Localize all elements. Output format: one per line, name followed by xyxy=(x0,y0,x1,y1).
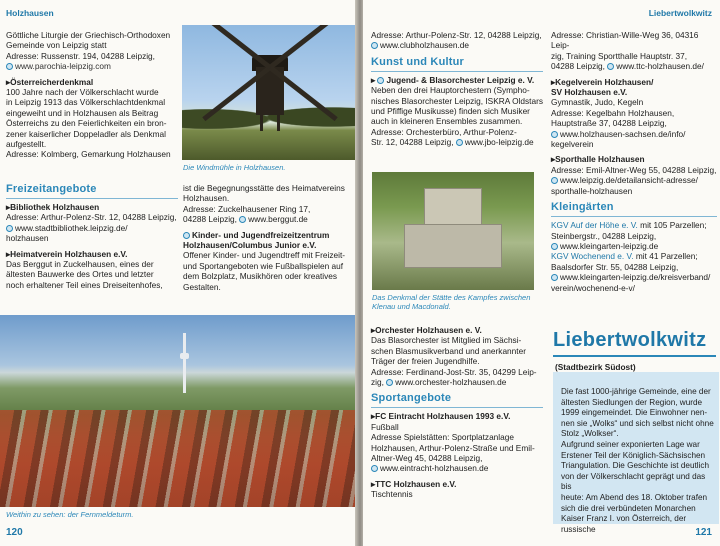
oesterreicher-address: Adresse: Kolmberg, Gemarkung Holzhausen xyxy=(6,149,171,160)
web-icon xyxy=(551,177,558,184)
kegel-title: ▸ Kegelverein Holzhausen/ xyxy=(551,77,717,87)
web-icon xyxy=(6,225,13,232)
web-icon xyxy=(551,274,558,281)
monument-caption: Das Denkmal der Stätte des Kampfes zwischen Klenau und Macdonald. xyxy=(372,293,531,311)
sporthalle-link[interactable]: www.leipzig.de/detailansicht-adresse/ xyxy=(560,175,698,186)
page-number-right: 121 xyxy=(695,527,712,538)
kunst-heading: Kunst und Kultur xyxy=(371,56,543,72)
jugend-icon xyxy=(183,232,190,239)
jugend-title: Kinder- und Jugendfreizeitzentrum xyxy=(192,229,330,240)
kleingarten-heading: Kleingärten xyxy=(551,201,717,217)
monument-photo xyxy=(372,172,534,290)
kgv-hoehe[interactable]: KGV Auf der Höhe e. V. xyxy=(551,220,638,231)
kleingarten-link[interactable]: www.kleingarten-leipzig.de xyxy=(560,240,659,251)
eintracht-link[interactable]: www.eintracht-holzhausen.de xyxy=(380,463,489,474)
clubholzhausen-link[interactable]: www.clubholzhausen.de xyxy=(380,40,470,51)
berggut-link[interactable]: www.berggut.de xyxy=(248,214,308,225)
bibliothek-link[interactable]: www.stadtbibliothek.leipzig.de/ xyxy=(15,222,128,233)
kegel-link[interactable]: www.holzhausen-sachsen.de/info/ xyxy=(560,128,686,139)
kgv-wochenend[interactable]: KGV Wochenend e. V. xyxy=(551,251,634,262)
liebertwolkwitz-title: Liebertwolkwitz xyxy=(553,329,707,351)
parochia-link[interactable]: www.parochia-leipzig.com xyxy=(15,61,111,72)
web-icon xyxy=(386,379,393,386)
liebertwolkwitz-info-box: Die fast 1000-jährige Gemeinde, eine der ältesten Siedlungen der Region, wurde 1999 eingemeindet. Die Einwohner nen- nen sie „Wolks“ und sich selbst nicht ohne Stolz „Wolkser“. Aufgrund seiner exponierten Lage war Erstener Teil der Königlich-Sächsischen Triangulation. Die Geschichte ist deutlich von der Völkerschlacht geprägt und das bis heute: Am Abend des 18. Oktober trafen sich die drei verbündeten Monarchen Kaiser Franz I. von Österreich, der russische xyxy=(553,372,719,524)
oesterreicher-title: ▸ Österreicherdenkmal xyxy=(6,77,178,87)
city-panorama-photo xyxy=(0,315,357,507)
orchester-title: ▸ Orchester Holzhausen e. V. xyxy=(371,325,543,335)
freizeit-heading: Freizeitangebote xyxy=(6,183,178,199)
sporthalle-title: ▸ Sporthalle Holzhausen xyxy=(551,154,717,164)
web-icon xyxy=(371,465,378,472)
bibliothek-title: ▸ Bibliothek Holzhausen xyxy=(6,202,178,212)
stadtbezirk-label: (Stadtbezirk Südost) xyxy=(555,362,636,372)
city-caption: Weithin zu sehen: der Fernmeldeturm. xyxy=(6,510,134,519)
right-col1-top: Adresse: Arthur-Polenz-Str. 12, 04288 Leipzig, www.clubholzhausen.de Kunst und Kultur ▸ Jugend- & Blasorchester Leipzig e. V. Neben den drei Hauptorchestern (Sympho- nisches Blasorchester Leipzig, ISKRA Oldstars und Pfiffige Musikusse) finden sich Musiker auch in kleineren Ensembles zusammen. Adresse: Orchesterbüro, Arthur-Polenz- Str. 12, 04288 Leipzig, www.jbo-leipzig.de xyxy=(371,30,544,148)
tv-tower xyxy=(183,333,186,393)
page-number-left: 120 xyxy=(6,527,23,538)
running-head-left: Holzhausen xyxy=(6,8,54,18)
heimatverein-title: ▸ Heimatverein Holzhausen e.V. xyxy=(6,249,178,259)
web-icon xyxy=(239,216,246,223)
web-icon xyxy=(371,42,378,49)
jbo-link[interactable]: www.jbo-leipzig.de xyxy=(464,137,534,148)
right-col1-bottom: ▸ Orchester Holzhausen e. V. Das Blasorchester ist Mitglied im Sächsi- schen Blasmusikverband und anerkannter Träger der freien Jugendhilfe. Adresse: Ferdinand-Jost-Str. 35, 04299 Leip- zig, www.orchester-holzhausen.de Sportangebote ▸ FC Eintracht Holzhausen 1993 e.V. Fußball Adresse Spielstätten: Sportplatzanlage Holzhausen, Arthur-Polenz-Straße und Emil- Altner-Weg 45, 04288 Leipzig, www.eintracht-holzhausen.de ▸ TTC Holzhausen e.V. Tischtennis xyxy=(371,325,543,500)
intro-block: Göttliche Liturgie der Griechisch-Orthodoxen Gemeinde von Leipzig statt Adresse: Russenstr. 194, 04288 Leipzig, www.parochia-leipzig.com ▸ Österreicherdenkmal 100 Jahre nach der Völkerschlacht wurde in Leipzig 1913 das Völkerschlachtdenkmal eingeweiht und in Holzhausen als Beitrag Österreichs zu den Feierlichkeiten ein bron- zener kaiserlicher Doppeladler als Denkmal aufgestellt. Adresse: Kolmberg, Gemarkung Holzhausen xyxy=(6,30,178,160)
orchester-link[interactable]: www.orchester-holzhausen.de xyxy=(395,377,507,388)
freizeit-col2: ist die Begegnungsstätte des Heimatvereins Holzhausen. Adresse: Zuckelhausener Ring 17, 04288 Leipzig, www.berggut.de Kinder- und Jugendfreizeitzentrum Holzhausen/Columbus Junior e.V. Offener Kinder- und Jugendtreff mit Freizeit- und Sportangeboten wie Fußballspielen auf dem Bolzplatz, Musikhören oder kreatives Gestalten. xyxy=(183,183,346,292)
windmill-caption: Die Windmühle in Holzhausen. xyxy=(183,163,286,172)
ttc-title: ▸ TTC Holzhausen e.V. xyxy=(371,479,543,489)
kleingarten-verein-link[interactable]: www.kleingarten-leipzig.de/kreisverband/ xyxy=(560,272,711,283)
blasorchester-icon xyxy=(377,77,384,84)
left-page xyxy=(0,0,357,546)
running-head-right: Liebertwolkwitz xyxy=(648,8,712,18)
blasorchester-title: Jugend- & Blasorchester Leipzig e. V. xyxy=(386,74,535,85)
fc-title: ▸ FC Eintracht Holzhausen 1993 e.V. xyxy=(371,411,543,421)
windmill-photo xyxy=(182,25,357,160)
web-icon xyxy=(607,63,614,70)
ttc-link[interactable]: www.ttc-holzhausen.de/ xyxy=(616,61,704,72)
web-icon xyxy=(551,131,558,138)
web-icon xyxy=(551,243,558,250)
freizeit-col1: Freizeitangebote ▸ Bibliothek Holzhausen Adresse: Arthur-Polenz-Str. 12, 04288 Leipzig, www.stadtbibliothek.leipzig.de/ holzhausen ▸ Heimatverein Holzhausen e.V. Das Berggut in Zuckelhausen, eines der ältesten Bauwerke des Ortes und letzter noch erhaltener Teil eines Dreiseitenhofes, xyxy=(6,183,178,290)
web-icon xyxy=(456,139,463,146)
right-col2: Adresse: Christian-Wille-Weg 36, 04316 Leip- zig, Training Sportthalle Hauptstr. 37, 04288 Leipzig, www.ttc-holzhausen.de/ ▸ Kegelverein Holzhausen/ SV Holzhausen e.V. Gymnastik, Judo, Kegeln Adresse: Kegelbahn Holzhausen, Hauptstraße 37, 04288 Leipzig, www.holzhausen-sachsen.de/info/ kegelverein ▸ Sporthalle Holzhausen Adresse: Emil-Altner-Weg 55, 04288 Leipzig, www.leipzig.de/detailansicht-adresse/ sporthalle-holzhausen Kleingärten KGV Auf der Höhe e. V. mit 105 Parzellen; Steinbergstr., 04288 Leipzig, www.kleingarten-leipzig.de KGV Wochenend e. V. mit 41 Parzellen; Baalsdorfer Str. 55, 04288 Leipzig, www.kleingarten-leipzig.de/kreisverband/ verein/wochenend-e-v/ xyxy=(551,30,717,293)
title-rule xyxy=(553,355,716,357)
sport-heading: Sportangebote xyxy=(371,392,543,408)
web-icon xyxy=(6,63,13,70)
